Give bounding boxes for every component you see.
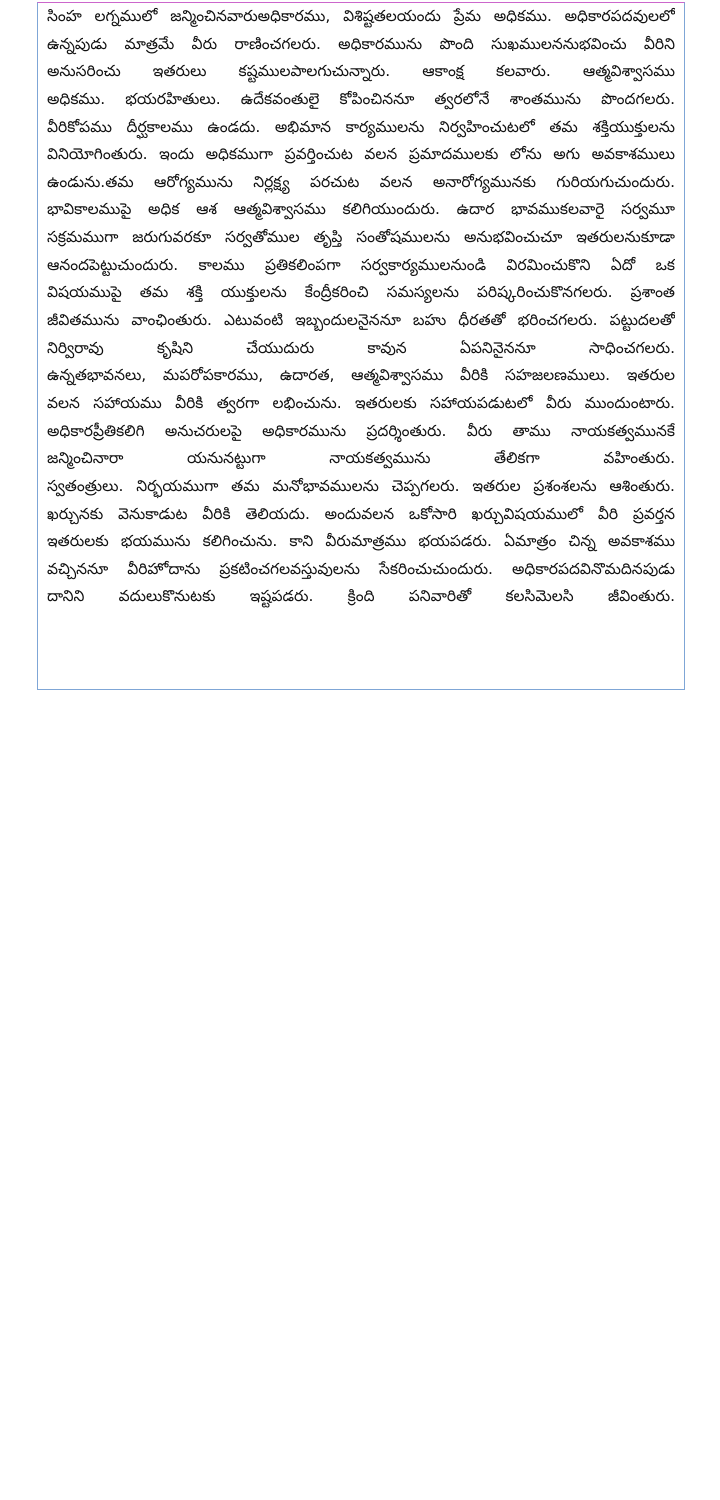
text-line: సక్రమముగా జరుగువరకూ సర్వతోముల తృప్తి సంతోషములను అనుభవించుచూ ఇతరులనుకూడా [47,228,675,247]
text-line: అనుసరించు ఇతరులు కష్టములపాలగుచున్నారు. ఆకాంక్ష కలవారు. ఆత్మవిశ్వాసము [47,62,675,81]
text-line: విషయముపై తమ శక్తి యుక్తులను కేంద్రీకరించి సమస్యలను పరిష్కరించుకొనగలరు. ప్రశాంత [47,283,675,302]
text-line: వచ్చిననూ వీరిహోదాను ప్రకటించగలవస్తువులను సేకరించుచుందురు. అధికారపదవినొమదినపుడు [47,559,675,578]
text-box [37,2,685,690]
text-line: అధికము. భయరహితులు. ఉదేకవంతులై కోపించిననూ త్వరలోనే శాంతమును పొందగలరు. [47,89,675,108]
text-line: ఖర్చునకు వెనుకాడుట వీరికి తెలియదు. అందువలన ఒకోసారి ఖర్చువిషయములో వీరి ప్రవర్తన [47,504,675,523]
text-line: అధికారప్రీతికలిగి అనుచరులపై అధికారమును ప్రదర్శింతురు. వీరు తాము నాయకత్వమునకే [47,421,675,440]
text-line: వినియోగింతురు. ఇందు అధికముగా ప్రవర్తించుట వలన ప్రమాదములకు లోను అగు అవకాశములు [47,145,675,164]
text-line: సింహ లగ్నములో జన్మించినవారుఅధికారము, విశిష్టతలయందు ప్రేమ అధికము. అధికారపదవులలో [47,7,675,25]
text-line: ఉన్నపుడు మాత్రమే వీరు రాణించగలరు. అధికారమును పొంది సుఖములననుభవించు వీరిని [47,34,675,53]
text-line: నిర్విరావు కృషిని చేయుదురు కావున ఏపనినైననూ సాధించగలరు. [47,338,675,357]
text-line: స్వతంత్రులు. నిర్భయముగా తమ మనోభావములను చెప్పగలరు. ఇతరుల ప్రశంశలను ఆశింతురు. [47,476,675,495]
text-line: దానిని వదులుకొనుటకు ఇష్టపడరు. క్రింది పనివారితో కలసిమెలసి జీవింతురు. [47,587,675,606]
text-line: ఇతరులకు భయమును కలిగించును. కాని వీరుమాత్రము భయపడరు. ఏమాత్రం చిన్న అవకాశము [47,532,675,551]
text-line: జన్మించినారా యనునట్టుగా నాయకత్వమును తేలికగా వహింతురు. [47,449,675,468]
text-line: వీరికోపము దీర్ఘకాలము ఉండదు. అభిమాన కార్యములను నిర్వహించుటలో తమ శక్తియుక్తులను [47,117,675,136]
text-line: ఆనందపెట్టుచుందురు. కాలము ప్రతికలింపగా సర్వకార్యములనుండి విరమించుకొని ఏదో ఒక [47,255,675,274]
text-line: జీవితమును వాంఛింతురు. ఎటువంటి ఇబ్బందులనైననూ బహు ధీరతతో భరించగలరు. పట్టుదలతో [47,311,675,330]
text-line: భావికాలముపై అధిక ఆశ ఆత్మవిశ్వాసము కలిగియుందురు. ఉదార భావముకలవారై సర్వమూ [47,200,675,219]
text-line: వలన సహాయము వీరికి త్వరగా లభించును. ఇతరులకు సహాయపడుటలో వీరు ముందుంటారు. [47,393,675,412]
text-line: ఉండును.తమ ఆరోగ్యమును నిర్లక్ష్య పరచుట వలన అనారోగ్యమునకు గురియగుచుందురు. [47,172,675,191]
text-line: ఉన్నతభావనలు, మపరోపకారము, ఉదారత, ఆత్మవిశ్వాసము వీరికి సహజలణములు. ఇతరుల [47,366,675,385]
